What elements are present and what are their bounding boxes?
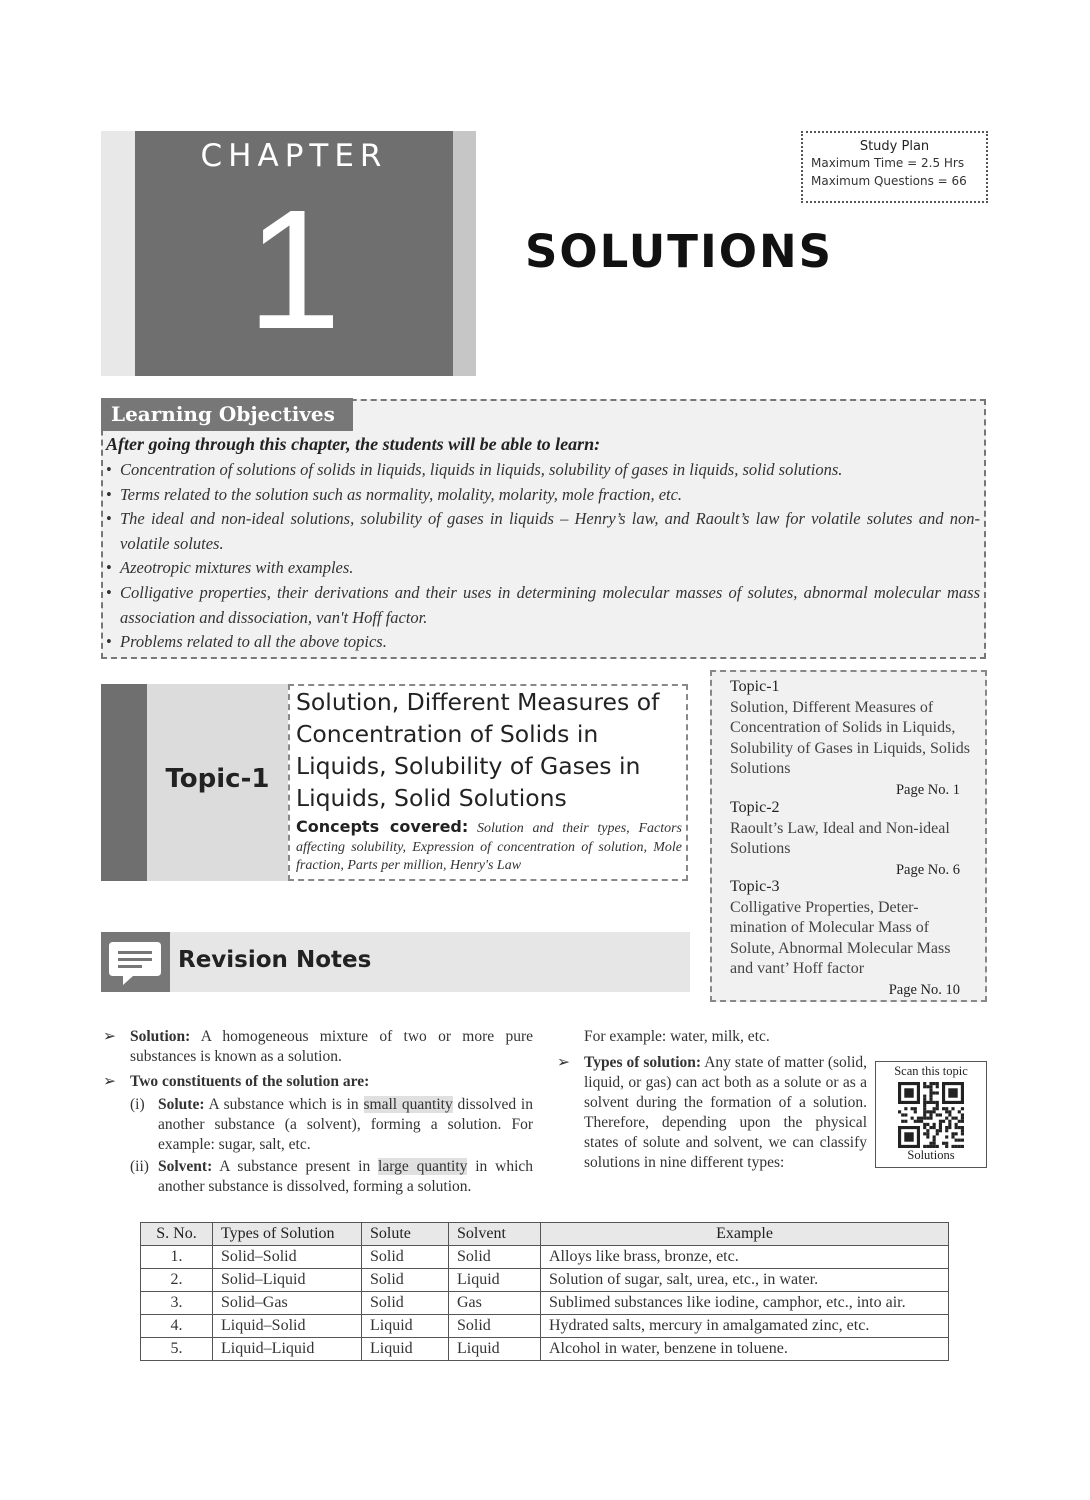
left-column <box>103 1027 533 1197</box>
right-column <box>557 1027 867 1173</box>
col-header: Types of Solution <box>213 1223 362 1246</box>
table-cell: Liquid <box>362 1315 449 1338</box>
solvent-definition <box>103 1157 533 1197</box>
solute-text-b: dissolved in another substance (a solvent), forming a solution. For example: sugar, salt, etc. <box>158 1096 533 1153</box>
revision-notes-icon-panel <box>101 932 170 992</box>
table-cell: Alloys like brass, bronze, etc. <box>541 1246 949 1269</box>
table-cell: Liquid–Liquid <box>213 1338 362 1361</box>
topic-list-label: Topic-2 <box>730 799 780 816</box>
chapter-number: 1 <box>246 175 342 365</box>
topic-title: Solution, Different Measures of Concentration of Solids in Liquids, Solubility of Gases in Liquids, Solid Solutions <box>296 688 660 812</box>
table-cell: Hydrated salts, mercury in amalgamated zinc, etc. <box>541 1315 949 1338</box>
speech-bubble-icon <box>101 932 170 992</box>
topic-list-page: Page No. 10 <box>888 981 960 998</box>
table-cell: Liquid <box>362 1338 449 1361</box>
topic-list-desc: Colligative Properties, Deter-mination of Molecular Mass of Solute, Abnormal Molecular Mass and vant’ Hoff factor <box>730 898 951 977</box>
constituents-text: Two constituents of the solution are: <box>130 1073 370 1090</box>
table-cell: Solid <box>362 1269 449 1292</box>
table-cell: Solid <box>362 1246 449 1269</box>
topic-list-page: Page No. 6 <box>895 861 960 878</box>
table-row <box>141 1338 949 1361</box>
study-plan-time: Maximum Time = 2.5 Hrs <box>811 156 965 170</box>
types-term: Types of solution: <box>584 1054 702 1071</box>
solvent-text-b: in which another substance is dissolved, forming a solution. <box>158 1158 534 1195</box>
objective-item: • Terms related to the solution such as normality, molality, molarity, mole fraction, etc. <box>106 483 980 508</box>
topic-concepts <box>296 818 682 876</box>
table-cell: 5. <box>141 1338 213 1361</box>
topic-list-item <box>730 677 970 800</box>
solvent-highlight: large quantity <box>378 1158 468 1175</box>
table-cell: Solid–Gas <box>213 1292 362 1315</box>
col-header: S. No. <box>141 1223 213 1246</box>
table-cell: Solid <box>449 1315 541 1338</box>
example-line: For example: water, milk, etc. <box>584 1028 770 1045</box>
solute-highlight: small quantity <box>363 1096 453 1113</box>
solution-types-table <box>140 1222 949 1361</box>
topic-list-desc: Solution, Different Measures of Concentration of Solids in Liquids, Solubility of Gases in Liquids, Solids Solutions <box>730 698 971 777</box>
solute-num: (i) <box>130 1096 145 1113</box>
table-row <box>141 1246 949 1269</box>
solution-text: A homogeneous mixture of two or more pure substances is known as a solution. <box>130 1028 533 1065</box>
objective-item: • Concentration of solutions of solids in liquids, liquids in liquids, solubility of gases in liquids, solid solutions. <box>106 458 980 483</box>
solute-definition <box>103 1095 533 1155</box>
table-cell: Alcohol in water, benzene in toluene. <box>541 1338 949 1361</box>
qr-code-icon[interactable] <box>898 1082 964 1148</box>
types-text: Any state of matter (solid, liquid, or gas) can act both as a solute or as a solvent during the formation of a solution. Therefore, depending upon the physical states of solute and solvent, we can classify solutions in nine different types: <box>584 1054 867 1171</box>
study-plan-title: Study Plan <box>859 139 930 154</box>
table-row <box>141 1269 949 1292</box>
learning-objectives-heading: Learning Objectives <box>101 398 353 431</box>
table-cell: 4. <box>141 1315 213 1338</box>
topic-list-label: Topic-3 <box>730 878 780 895</box>
scan-label: Scan this topic <box>894 1064 968 1078</box>
table-cell: Liquid <box>449 1338 541 1361</box>
table-cell: Solution of sugar, salt, urea, etc., in water. <box>541 1269 949 1292</box>
table-cell: Gas <box>449 1292 541 1315</box>
chapter-label: CHAPTER <box>200 138 388 174</box>
scan-caption: Solutions <box>907 1148 955 1162</box>
table-cell: 3. <box>141 1292 213 1315</box>
col-header: Example <box>541 1223 949 1246</box>
topic-label: Topic-1 <box>165 764 270 794</box>
objective-item: • The ideal and non-ideal solutions, solubility of gases in liquids – Henry’s law, and Raoult’s law for volatile solutes and non-volatile solutes. <box>106 507 980 556</box>
topic-list-desc: Raoult’s Law, Ideal and Non-ideal Solutions <box>730 819 950 857</box>
table-cell: Solid <box>449 1246 541 1269</box>
chapter-banner-stripe <box>453 131 476 376</box>
study-plan-questions: Maximum Questions = 66 <box>811 174 967 188</box>
table-cell: Liquid <box>449 1269 541 1292</box>
table-cell: Liquid–Solid <box>213 1315 362 1338</box>
table-header-row <box>141 1223 949 1246</box>
table-cell: Solid–Solid <box>213 1246 362 1269</box>
topic-list-item <box>730 798 970 880</box>
scan-qr-box[interactable] <box>875 1061 987 1168</box>
topic-list-page: Page No. 1 <box>895 781 960 798</box>
table-cell: Sublimed substances like iodine, camphor, etc., into air. <box>541 1292 949 1315</box>
table-cell: Solid <box>362 1292 449 1315</box>
solution-definition <box>103 1027 533 1067</box>
table-cell: 2. <box>141 1269 213 1292</box>
concepts-label: Concepts covered: <box>296 817 469 836</box>
study-plan-box <box>801 131 988 203</box>
table-row <box>141 1292 949 1315</box>
objective-item: • Azeotropic mixtures with examples. <box>106 556 980 581</box>
objective-item: • Problems related to all the above topics. <box>106 630 980 655</box>
col-header: Solute <box>362 1223 449 1246</box>
table-cell: Solid–Liquid <box>213 1269 362 1292</box>
constituents-heading <box>103 1072 533 1092</box>
solute-text-a: A substance which is in <box>208 1096 359 1113</box>
learning-objectives-intro: After going through this chapter, the students will be able to learn: <box>106 434 601 454</box>
solution-term: Solution: <box>130 1028 191 1045</box>
arrow-bullet-icon: ➢ <box>103 1028 116 1045</box>
solvent-text-a: A substance present in <box>219 1158 371 1175</box>
table-row <box>141 1315 949 1338</box>
solvent-term: Solvent: <box>158 1158 213 1175</box>
concepts-text: Solution and their types, Factors affecting solubility, Expression of concentration of solution, Mole fraction, Parts per million, Henry's Law <box>296 821 682 873</box>
topic-banner-stripe <box>101 684 147 881</box>
learning-objectives-list <box>106 458 980 655</box>
arrow-bullet-icon: ➢ <box>103 1073 116 1090</box>
topic-list-label: Topic-1 <box>730 678 780 695</box>
topic-list-item <box>730 877 970 1000</box>
arrow-bullet-icon: ➢ <box>557 1054 570 1071</box>
solute-term: Solute: <box>158 1096 205 1113</box>
table-cell: 1. <box>141 1246 213 1269</box>
revision-notes-heading: Revision Notes <box>178 947 372 973</box>
solvent-num: (ii) <box>130 1158 149 1175</box>
col-header: Solvent <box>449 1223 541 1246</box>
types-definition <box>557 1053 867 1173</box>
chapter-title: SOLUTIONS <box>525 225 834 278</box>
objective-item: • Colligative properties, their derivations and their uses in determining molecular masses of solutes, abnormal molecular mass association and dissociation, van't Hoff factor. <box>106 581 980 630</box>
